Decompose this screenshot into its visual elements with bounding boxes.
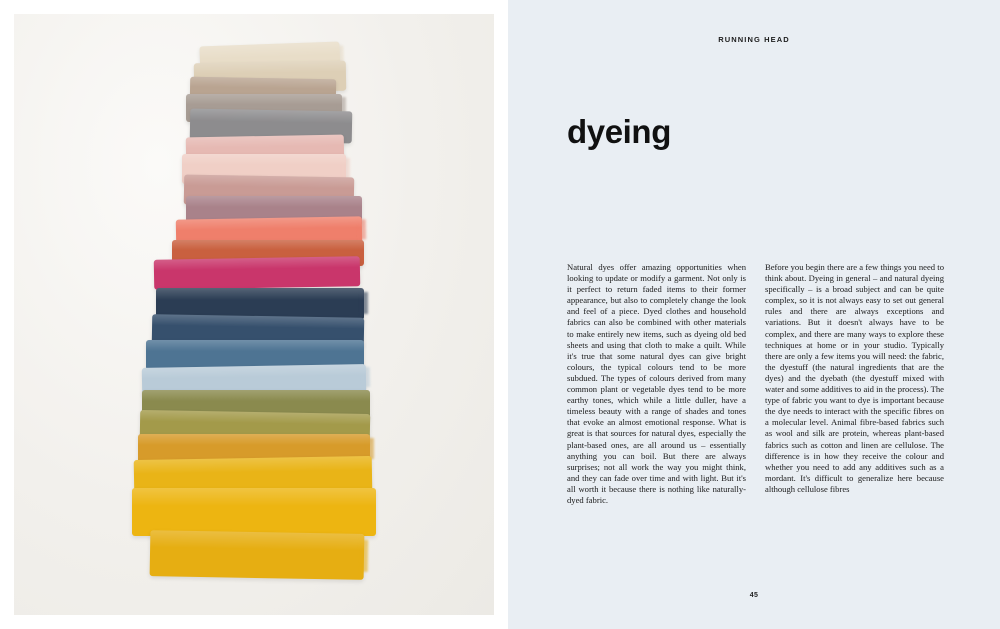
body-columns xyxy=(567,262,944,506)
fabric-swatch xyxy=(154,256,360,290)
fabric-swatch xyxy=(150,530,365,580)
running-head: RUNNING HEAD xyxy=(718,35,790,44)
body-column-left xyxy=(567,262,746,506)
page-number: 45 xyxy=(749,592,759,599)
page-right xyxy=(508,0,1000,629)
body-column-right xyxy=(765,262,944,506)
body-paragraph: Before you begin there are a few things you need to think about. Dyeing in general – and natural dyeing specifically – is a broad subject and can be quite complex, so it is not always easy to set out general rules and there are always exceptions and variations. But it doesn't always have to be complex, and there are many ways to explore these techniques at home or in your studio. Typically there are only a few items you will need: the fabric, the dyestuff (the natural ingredients that are the dyes) and the dyebath (the dyestuff mixed with water and some additives to aid in the process). The type of fabric you want to dye is important because the dye needs to interact with the specific fibres on a molecular level. Animal fibre-based fabrics such as wool and silk are protein, whereas plant-based fabrics such as cotton and linen are cellulose. The difference is in how they receive the colour and whether you need to add any additives such as a mordant. It's difficult to generalize here because although cellulose fibres xyxy=(765,262,944,494)
fabric-swatch xyxy=(132,488,376,536)
fabric-stack-photo xyxy=(14,14,494,615)
body-paragraph: Natural dyes offer amazing opportunities when looking to update or modify a garment. Not only is it perfect to return faded items to their former appearance, but also to completely change the look and feel of a piece. Dyed clothes and household fabrics can also be combined with other materials to make entirely new items, such as dyeing old bed sheets and using that cloth to make a quilt. While it's true that some natural dyes can give bright colours, the typical colours tend to be more subdued. The types of colours derived from many common plant or vegetable dyes tend to be more earthy tones, which while a little duller, have a timeless beauty with a range of shades and tones that evoke an almost emotional response. What is great is that sources for natural dyes, especially the plant-based ones, are all around us – essentially anything you can boil. But there are always surprises; not all work the way you might think, and they can fade over time and with light. But it's all worth it because there is nothing like naturally-dyed fabric. xyxy=(567,262,746,505)
fabric-swatch-stack xyxy=(14,14,494,615)
chapter-title: dyeing xyxy=(567,113,671,150)
